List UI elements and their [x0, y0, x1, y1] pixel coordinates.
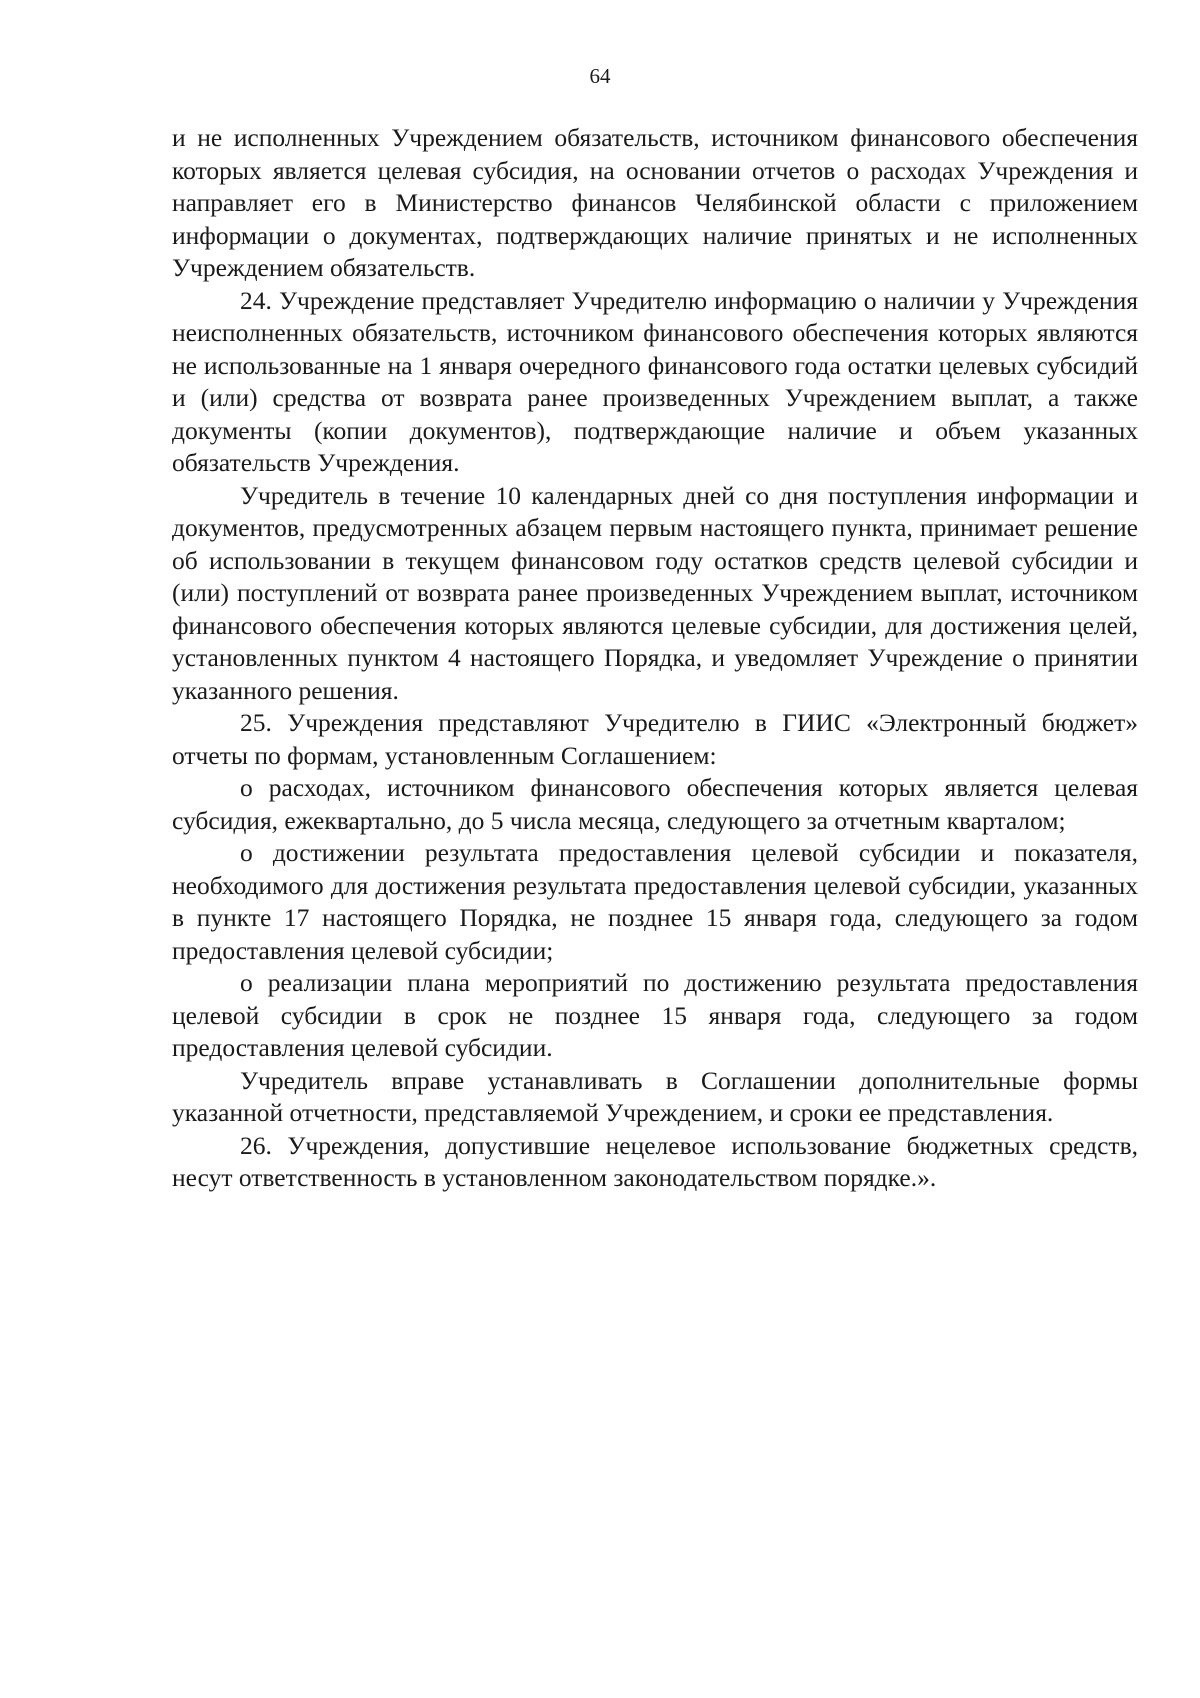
paragraph-expenses-report: о расходах, источником финансового обеспечения которых является целевая субсидия, ежеквартально, до 5 числа месяца, следующего за отчетным кварталом; — [172, 773, 1138, 835]
paragraph-item-26: 26. Учреждения, допустившие нецелевое использование бюджетных средств, несут ответственность в установленном законодательством порядке.». — [172, 1130, 1138, 1192]
paragraph-results-report: о достижении результата предоставления целевой субсидии и показателя, необходимого для достижения результата предоставления целевой субсидии, указанных в пункте 17 настоящего Порядка, не позднее 15 января года, следующего за годом предоставления целевой субсидии; — [172, 838, 1138, 965]
page-number: 64 — [589, 64, 611, 88]
paragraph-continuation: и не исполненных Учреждением обязательств, источником финансового обеспечения которых является целевая субсидия, на основании отчетов о расходах Учреждения и направляет его в Министерство финансов Челябинской области с приложением информации о документах, подтверждающих наличие принятых и не исполненных Учреждением обязательств. — [172, 123, 1138, 282]
paragraph-item-25: 25. Учреждения представляют Учредителю в ГИИС «Электронный бюджет» отчеты по формам, установленным Соглашением: — [172, 708, 1138, 770]
document-body — [172, 122, 1138, 1195]
paragraph-additional-forms: Учредитель вправе устанавливать в Соглашении дополнительные формы указанной отчетности, представляемой Учреждением, и сроки ее представления. — [172, 1065, 1138, 1127]
paragraph-founder-decision: Учредитель в течение 10 календарных дней со дня поступления информации и документов, предусмотренных абзацем первым настоящего пункта, принимает решение об использовании в текущем финансовом году остатков средств целевой субсидии и (или) поступлений от возврата ранее произведенных Учреждением выплат, источником финансового обеспечения которых являются целевые субсидии, для достижения целей, установленных пунктом 4 настоящего Порядка, и уведомляет Учреждение о принятии указанного решения. — [172, 480, 1138, 705]
paragraph-item-24: 24. Учреждение представляет Учредителю информацию о наличии у Учреждения неисполненных обязательств, источником финансового обеспечения которых являются не использованные на 1 января очередного финансового года остатки целевых субсидий и (или) средства от возврата ранее произведенных Учреждением выплат, а также документы (копии документов), подтверждающие наличие и объем указанных обязательств Учреждения. — [172, 285, 1138, 477]
paragraph-plan-report: о реализации плана мероприятий по достижению результата предоставления целевой субсидии в срок не позднее 15 января года, следующего за годом предоставления целевой субсидии. — [172, 968, 1138, 1062]
